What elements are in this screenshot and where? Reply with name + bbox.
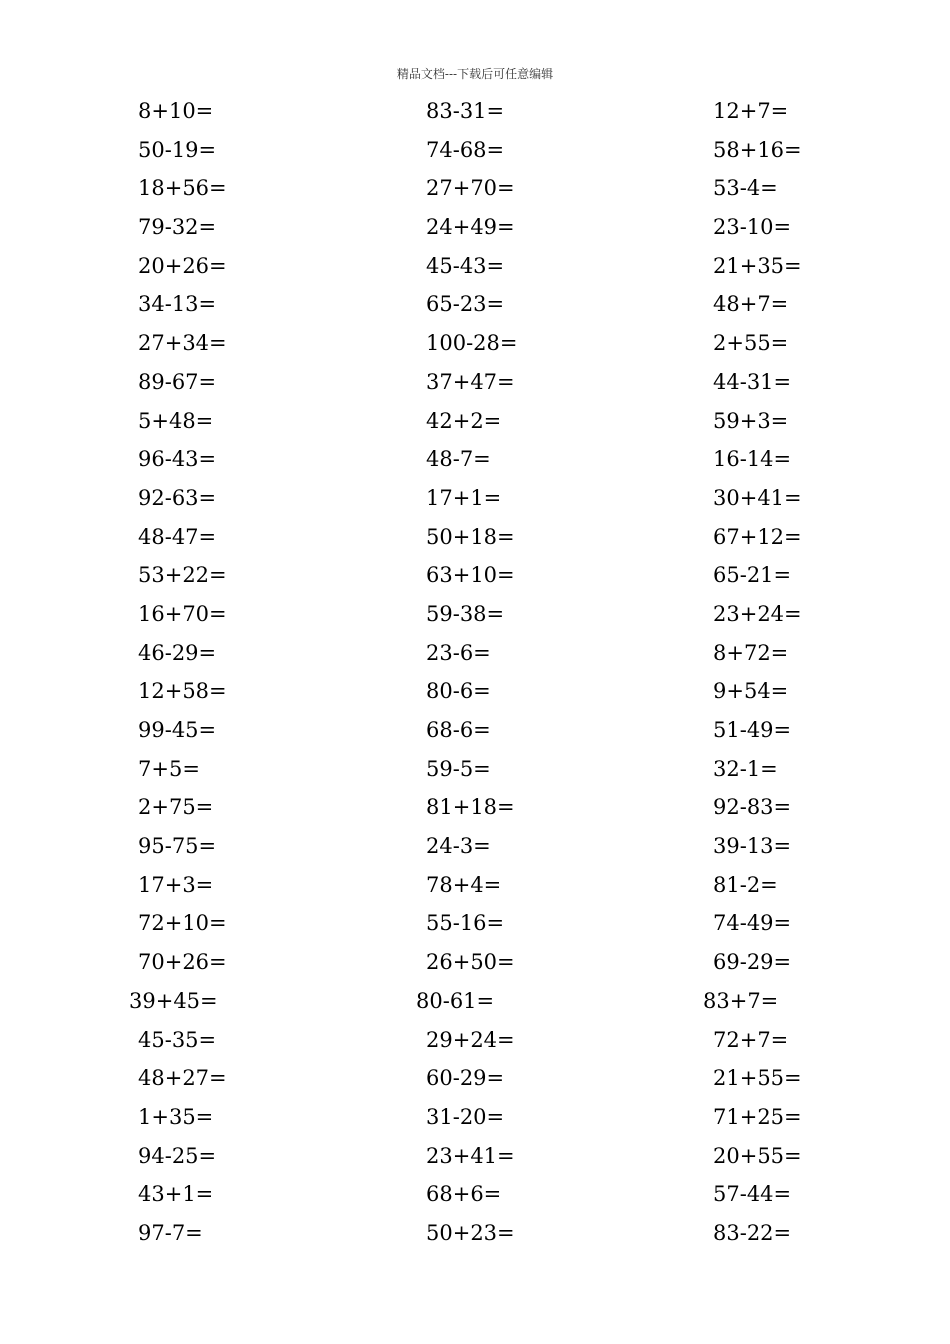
problem: 20+55= bbox=[713, 1143, 802, 1168]
problem: 45-43= bbox=[426, 253, 505, 278]
problem: 96-43= bbox=[138, 447, 217, 472]
problem: 58+16= bbox=[713, 137, 802, 162]
problem-row bbox=[0, 131, 950, 170]
problem-row bbox=[0, 247, 950, 286]
problem: 34-13= bbox=[138, 292, 217, 317]
problem: 70+26= bbox=[138, 950, 227, 975]
arithmetic-problem-grid bbox=[0, 92, 950, 1253]
problem: 74-68= bbox=[426, 137, 505, 162]
problem: 31-20= bbox=[426, 1104, 505, 1129]
problem: 78+4= bbox=[426, 872, 502, 897]
problem: 95-75= bbox=[138, 834, 217, 859]
problem: 63+10= bbox=[426, 563, 515, 588]
problem: 74-49= bbox=[713, 911, 792, 936]
problem: 24+49= bbox=[426, 215, 515, 240]
problem-row bbox=[0, 1175, 950, 1214]
problem: 43+1= bbox=[138, 1182, 214, 1207]
problem: 39-13= bbox=[713, 834, 792, 859]
problem-row bbox=[0, 479, 950, 518]
problem-row bbox=[0, 208, 950, 247]
problem-row bbox=[0, 92, 950, 131]
problem: 23+41= bbox=[426, 1143, 515, 1168]
problem-row bbox=[0, 788, 950, 827]
problem-row bbox=[0, 595, 950, 634]
problem: 100-28= bbox=[426, 331, 518, 356]
page-header: 精品文档---下载后可任意编辑 bbox=[396, 67, 554, 81]
problem-row bbox=[0, 1021, 950, 1060]
problem: 59+3= bbox=[713, 408, 789, 433]
problem-row bbox=[0, 1214, 950, 1253]
problem: 8+10= bbox=[138, 99, 214, 123]
problem: 92-63= bbox=[138, 485, 217, 510]
problem: 16-14= bbox=[713, 447, 792, 472]
problem: 83+7= bbox=[703, 988, 779, 1013]
problem: 29+24= bbox=[426, 1027, 515, 1052]
problem: 12+7= bbox=[713, 99, 789, 123]
problem: 67+12= bbox=[713, 524, 802, 549]
problem: 23-10= bbox=[713, 215, 792, 240]
problem: 68+6= bbox=[426, 1182, 502, 1207]
problem: 20+26= bbox=[138, 253, 227, 278]
problem: 8+72= bbox=[713, 640, 789, 665]
problem: 48-7= bbox=[426, 447, 491, 472]
problem: 44-31= bbox=[713, 369, 792, 394]
problem: 39+45= bbox=[129, 988, 218, 1013]
problem: 50+23= bbox=[426, 1220, 515, 1245]
problem: 12+58= bbox=[138, 679, 227, 704]
problem: 27+70= bbox=[426, 176, 515, 201]
problem: 81+18= bbox=[426, 795, 515, 820]
problem-row bbox=[0, 324, 950, 363]
problem: 23+24= bbox=[713, 601, 802, 626]
problem: 16+70= bbox=[138, 601, 227, 626]
problem: 23-6= bbox=[426, 640, 491, 665]
problem: 48+27= bbox=[138, 1066, 227, 1091]
problem-row bbox=[0, 363, 950, 402]
problem-row bbox=[0, 1059, 950, 1098]
problem: 50+18= bbox=[426, 524, 515, 549]
problem: 83-31= bbox=[426, 99, 505, 123]
problem: 18+56= bbox=[138, 176, 227, 201]
problem: 60-29= bbox=[426, 1066, 505, 1091]
problem: 1+35= bbox=[138, 1104, 214, 1129]
problem: 17+1= bbox=[426, 485, 502, 510]
problem: 80-6= bbox=[426, 679, 491, 704]
problem: 27+34= bbox=[138, 331, 227, 356]
problem: 24-3= bbox=[426, 834, 491, 859]
problem: 57-44= bbox=[713, 1182, 792, 1207]
problem: 46-29= bbox=[138, 640, 217, 665]
problem: 37+47= bbox=[426, 369, 515, 394]
problem: 21+55= bbox=[713, 1066, 802, 1091]
problem: 81-2= bbox=[713, 872, 778, 897]
problem: 89-67= bbox=[138, 369, 217, 394]
problem: 2+75= bbox=[138, 795, 214, 820]
problem: 79-32= bbox=[138, 215, 217, 240]
problem: 5+48= bbox=[138, 408, 214, 433]
problem-row bbox=[0, 711, 950, 750]
problem: 59-5= bbox=[426, 756, 491, 781]
problem: 9+54= bbox=[713, 679, 789, 704]
problem-row bbox=[0, 904, 950, 943]
problem-row bbox=[0, 866, 950, 905]
problem: 65-23= bbox=[426, 292, 505, 317]
problem: 69-29= bbox=[713, 950, 792, 975]
problem: 59-38= bbox=[426, 601, 505, 626]
problem: 55-16= bbox=[426, 911, 505, 936]
problem: 32-1= bbox=[713, 756, 778, 781]
problem-row bbox=[0, 750, 950, 789]
problem: 53+22= bbox=[138, 563, 227, 588]
problem: 30+41= bbox=[713, 485, 802, 510]
problem-row bbox=[0, 402, 950, 441]
problem: 65-21= bbox=[713, 563, 792, 588]
problem-row bbox=[0, 672, 950, 711]
problem-row bbox=[0, 556, 950, 595]
problem: 51-49= bbox=[713, 718, 792, 742]
problem: 53-4= bbox=[713, 176, 778, 201]
problem: 99-45= bbox=[138, 718, 217, 742]
problem: 21+35= bbox=[713, 253, 802, 278]
problem: 50-19= bbox=[138, 137, 217, 162]
problem: 48-47= bbox=[138, 524, 217, 549]
problem-row bbox=[0, 943, 950, 982]
problem: 45-35= bbox=[138, 1027, 217, 1052]
problem: 2+55= bbox=[713, 331, 789, 356]
problem-row bbox=[0, 1098, 950, 1137]
problem-row bbox=[0, 827, 950, 866]
problem-row bbox=[0, 518, 950, 557]
problem: 17+3= bbox=[138, 872, 214, 897]
problem: 72+10= bbox=[138, 911, 227, 936]
problem-row bbox=[0, 285, 950, 324]
problem: 72+7= bbox=[713, 1027, 789, 1052]
problem: 92-83= bbox=[713, 795, 792, 820]
problem-row bbox=[0, 169, 950, 208]
problem-row bbox=[0, 982, 950, 1021]
problem: 7+5= bbox=[138, 756, 200, 781]
problem: 94-25= bbox=[138, 1143, 217, 1168]
problem: 26+50= bbox=[426, 950, 515, 975]
problem-row bbox=[0, 634, 950, 673]
problem: 83-22= bbox=[713, 1220, 792, 1245]
problem: 42+2= bbox=[426, 408, 502, 433]
problem: 80-61= bbox=[416, 988, 495, 1013]
problem: 68-6= bbox=[426, 718, 491, 742]
problem-row bbox=[0, 440, 950, 479]
problem-row bbox=[0, 1137, 950, 1176]
problem: 97-7= bbox=[138, 1220, 203, 1245]
problem: 71+25= bbox=[713, 1104, 802, 1129]
problem: 48+7= bbox=[713, 292, 789, 317]
